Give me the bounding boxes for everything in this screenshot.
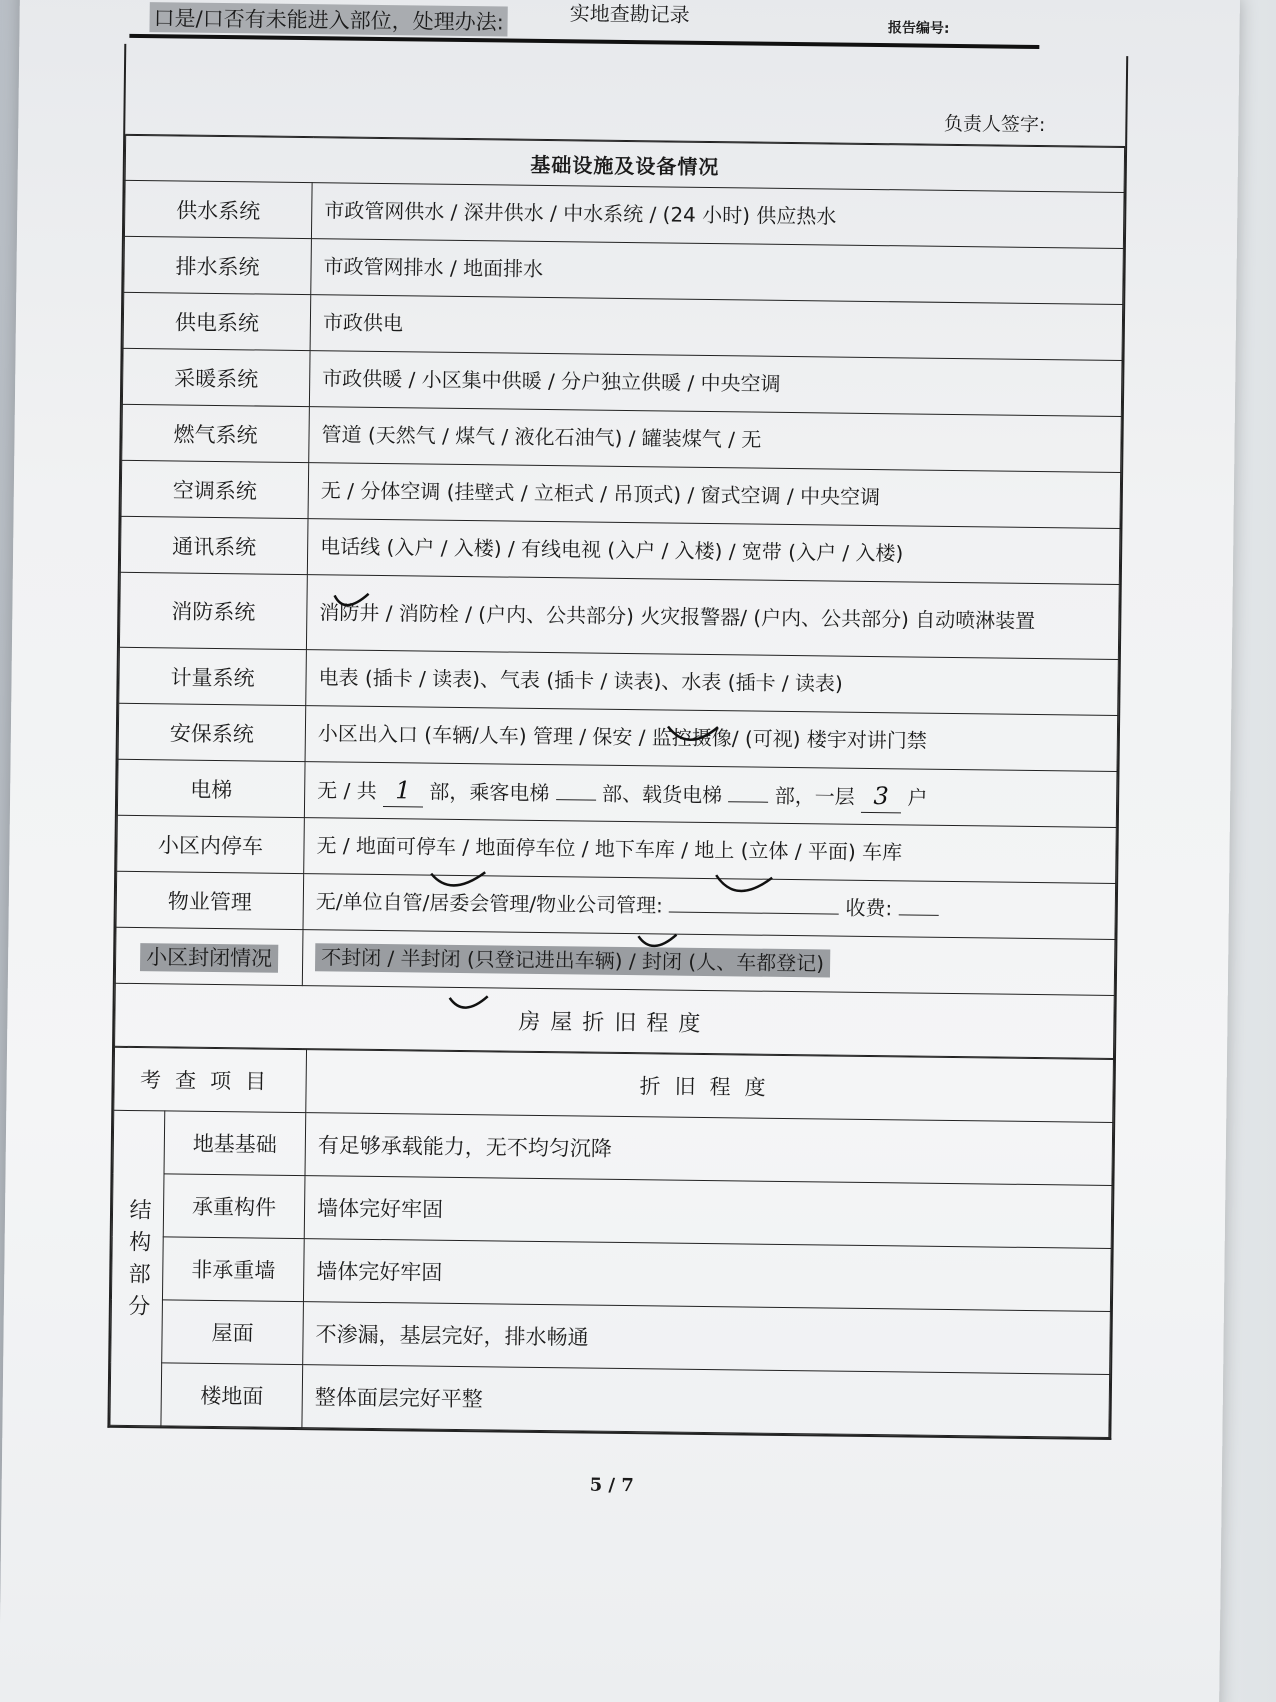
category-options: 市政供电 — [310, 295, 1123, 361]
depreciation-section-title: 房屋折旧程度 — [115, 983, 1115, 1058]
property-text: 无/单位自管/居委会管理/物业公司管理: — [315, 889, 663, 918]
category-label: 空调系统 — [121, 460, 309, 518]
category-label: 消防系统 — [119, 572, 307, 649]
item-state: 不渗漏，基层完好，排水畅通 — [303, 1302, 1111, 1375]
fee-field[interactable] — [898, 914, 938, 915]
enclosure-label-highlight: 小区封闭情况 — [140, 943, 278, 973]
depreciation-table — [109, 1047, 1114, 1438]
category-options: 电话线 (入户 / 入楼) / 有线电视 (入户 / 入楼) / 宽带 (入户 / 入楼) — [307, 519, 1120, 585]
elevator-text: 部，一层 — [774, 783, 855, 809]
category-options: 无 / 分体空调 (挂壁式 / 立柜式 / 吊顶式) / 窗式空调 / 中央空调 — [308, 463, 1121, 529]
report-number-label: 报告编号: — [887, 20, 950, 37]
fee-label: 收费: — [845, 895, 893, 921]
elevator-text: 无 / 共 — [317, 778, 377, 803]
category-label: 物业管理 — [116, 871, 304, 929]
handwritten-check-mark — [636, 930, 680, 957]
category-label: 计量系统 — [119, 647, 307, 705]
elevator-total-field[interactable]: 1 — [383, 774, 423, 808]
handwritten-check-mark — [429, 868, 489, 899]
item-label: 非承重墙 — [162, 1237, 304, 1302]
page-number: 5 / 7 — [589, 1474, 634, 1497]
units-per-floor-field[interactable]: 3 — [861, 780, 901, 814]
category-label: 通讯系统 — [120, 516, 308, 574]
category-label: 电梯 — [117, 759, 305, 817]
item-state: 有足够承载能力，无不均匀沉降 — [305, 1113, 1113, 1186]
category-label: 供电系统 — [123, 292, 311, 350]
column-header-degree: 折旧程度 — [306, 1050, 1114, 1123]
form-frame — [107, 44, 1128, 1440]
elevator-text: 部，乘客电梯 — [429, 779, 550, 805]
elevator-text: 部、载货电梯 — [601, 781, 723, 807]
property-details — [303, 874, 1116, 940]
facilities-table — [114, 135, 1125, 1059]
category-label: 小区内停车 — [117, 815, 305, 873]
table-row — [119, 572, 1119, 659]
document-title: 实地查勘记录 — [569, 1, 690, 27]
category-label — [115, 927, 303, 985]
category-options — [302, 930, 1115, 996]
category-options: 无 / 地面可停车 / 地面停车位 / 地下车库 / 地上 (立体 / 平面) 车库 — [304, 818, 1117, 884]
table-row — [110, 1362, 1110, 1437]
handwritten-check-mark — [666, 720, 722, 751]
facilities-section-title: 基础设施及设备情况 — [125, 135, 1124, 192]
signature-row — [125, 44, 1126, 147]
category-label: 安保系统 — [118, 703, 306, 761]
category-label: 燃气系统 — [122, 404, 310, 462]
category-options: 电表 (插卡 / 读表)、气表 (插卡 / 读表)、水表 (插卡 / 读表) — [306, 650, 1119, 716]
item-label: 楼地面 — [161, 1363, 303, 1428]
category-label: 排水系统 — [124, 236, 312, 294]
item-label: 地基基础 — [164, 1111, 306, 1176]
item-label: 屋面 — [162, 1300, 304, 1365]
enclosure-options-highlight: 不封闭 / 半封闭 (只登记进出车辆) / 封闭 (人、车都登记) — [315, 943, 830, 977]
elevator-text: 户 — [907, 785, 928, 810]
item-state: 墙体完好牢固 — [303, 1239, 1111, 1312]
category-options: 市政管网供水 / 深井供水 / 中水系统 / (24 小时) 供应热水 — [311, 183, 1124, 249]
category-options: 消防井 / 消防栓 / (户内、公共部分) 火灾报警器/ (户内、公共部分) 自动喷淋装置 — [306, 575, 1119, 660]
entry-note: 口是/口否有未能进入部位，处理办法: — [149, 2, 507, 36]
passenger-elevator-field[interactable] — [556, 799, 596, 800]
category-options: 市政管网排水 / 地面排水 — [311, 239, 1124, 305]
column-header-item: 考查项目 — [114, 1047, 307, 1112]
category-options: 管道 (天然气 / 煤气 / 液化石油气) / 罐装煤气 / 无 — [309, 407, 1122, 473]
category-options: 小区出入口 (车辆/人车) 管理 / 保安 / 监控摄像/ (可视) 楼宇对讲门禁 — [305, 706, 1118, 772]
item-label: 承重构件 — [163, 1174, 305, 1239]
handwritten-check-mark — [714, 871, 774, 904]
item-state: 整体面层完好平整 — [302, 1365, 1110, 1438]
category-label: 供水系统 — [124, 180, 312, 238]
category-label: 采暖系统 — [122, 348, 310, 406]
handwritten-check-mark — [332, 589, 372, 615]
item-state: 墙体完好牢固 — [304, 1176, 1112, 1249]
signature-field[interactable] — [1055, 137, 1115, 138]
signature-label: 负责人签字: — [943, 112, 1046, 137]
property-company-field[interactable] — [669, 912, 839, 915]
freight-elevator-field[interactable] — [728, 801, 768, 802]
structure-group-label: 结构部分 — [110, 1110, 165, 1426]
category-options: 市政供暖 / 小区集中供暖 / 分户独立供暖 / 中央空调 — [309, 351, 1122, 417]
elevator-details — [304, 762, 1117, 828]
handwritten-check-mark — [447, 992, 491, 1019]
